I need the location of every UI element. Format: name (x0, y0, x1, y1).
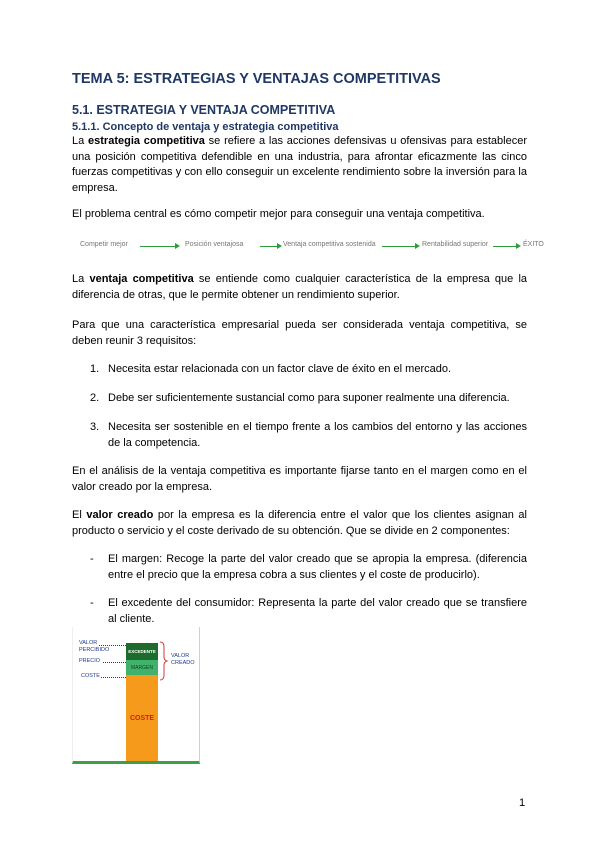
flow-arrow-head (175, 243, 180, 249)
paragraph-estrategia-competitiva: La estrategia competitiva se refiere a las acciones defensivas u ofensivas para establecer una posición competitiva defendible en una industria, para afrontar eficazmente las cinco fuerzas competitivas y con ello conseguir un excelente rendimiento sobre la inversión para la empresa. (72, 135, 528, 194)
flow-arrow (260, 246, 277, 247)
label-valor-percibido-2: PERCIBIDO (79, 647, 110, 653)
page-number: 1 (519, 797, 526, 809)
term-ventaja-competitiva: ventaja competitiva (89, 273, 194, 285)
bar-excedente: EXCEDENTE (126, 643, 158, 660)
subsection-heading: 5.1.1. Concepto de ventaja y estrategia competitiva (72, 121, 339, 133)
paragraph-problema-central: El problema central es cómo competir mejor para conseguir una ventaja competitiva. (72, 208, 485, 220)
flow-step-ventaja-sostenida: Ventaja competitiva sostenida (283, 241, 376, 248)
page-title: TEMA 5: ESTRATEGIAS Y VENTAJAS COMPETITIVAS (72, 71, 441, 87)
leader-line (101, 677, 126, 678)
label-valor-creado-2: CREADO (171, 660, 195, 666)
paragraph-requisitos-intro: Para que una característica empresarial pueda ser considerada ventaja competitiva, se deben reunir 3 requisitos: (72, 319, 527, 347)
flow-arrow (382, 246, 415, 247)
flow-arrow (140, 246, 176, 247)
value-created-figure (72, 627, 200, 764)
competitive-flow-diagram (80, 240, 544, 254)
flow-arrow (493, 246, 517, 247)
label-precio: PRECIO (79, 658, 101, 664)
paragraph-ventaja-competitiva: La ventaja competitiva se entiende como cualquier característica de la empresa que la diferencia de otras, que le permite obtener un rendimiento superior. (72, 273, 528, 301)
bar-coste: COSTE (126, 675, 158, 761)
section-heading: 5.1. ESTRATEGIA Y VENTAJA COMPETITIVA (72, 103, 336, 117)
leader-line (103, 662, 126, 663)
flow-arrow-head (516, 243, 521, 249)
label-valor-percibido: VALOR (79, 640, 98, 646)
term-valor-creado: valor creado (86, 509, 154, 521)
flow-arrow-head (277, 243, 282, 249)
flow-step-posicion: Posición ventajosa (185, 241, 244, 248)
flow-arrow-head (415, 243, 420, 249)
bar-margen: MARGEN (126, 660, 158, 675)
flow-step-competir: Competir mejor (80, 241, 128, 248)
label-coste-left: COSTE (81, 673, 100, 679)
paragraph-analisis: En el análisis de la ventaja competitiva es importante fijarse tanto en el margen como en el valor creado por la empresa. (72, 465, 527, 493)
label-valor-creado: VALOR (171, 653, 190, 659)
leader-line (99, 645, 126, 646)
term-estrategia-competitiva: estrategia competitiva (88, 135, 205, 147)
paragraph-valor-creado: El valor creado por la empresa es la diferencia entre el valor que los clientes asignan al producto o servicio y el coste derivado de su obtención. Que se divide en 2 componentes: (72, 509, 527, 537)
bracket-icon (159, 641, 169, 681)
flow-step-exito: ÉXITO (523, 241, 544, 248)
flow-step-rentabilidad: Rentabilidad superior (422, 241, 489, 248)
